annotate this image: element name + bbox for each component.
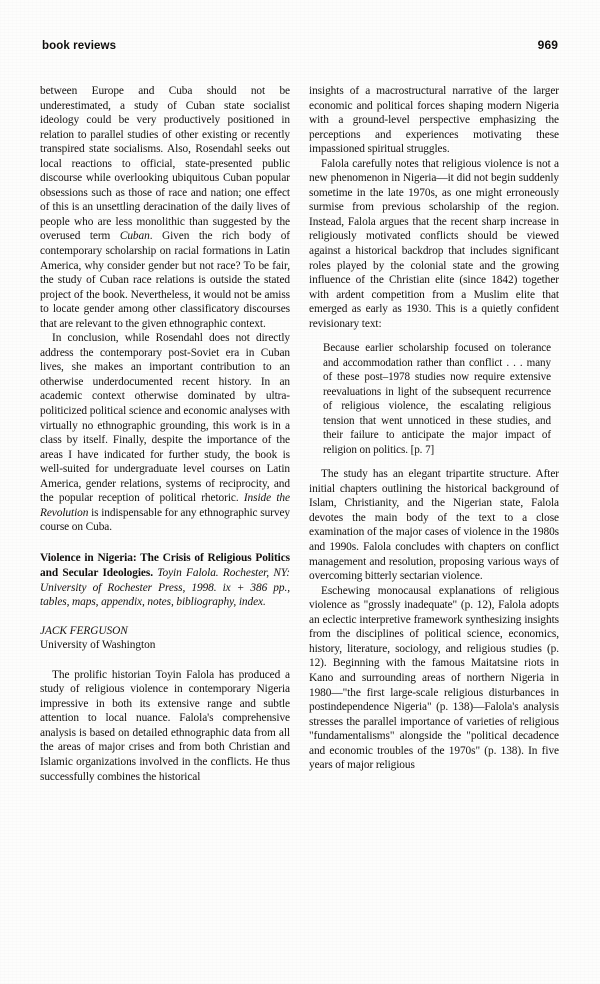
paragraph-conclusion [40,331,290,535]
text-run: is indispensable for any ethnographic survey course on Cuba. [40,506,290,534]
text-run: . Given the rich body of contemporary scholarship on racial formations in Latin America, why consider gender but not race? To be fair, the study of Cuban race relations is outside the stated project of the book. Nevertheless, it would not be amiss to locate gender among other classificatory discourses that are relevant to the given ethnographic context. [40,230,291,330]
paragraph-opening-falola: The prolific historian Toyin Falola has produced a study of religious violence in contemporary Nigeria impressive in both its extensive range and subtle attention to local nuance. Falola's comprehensive analysis is based on detailed ethnographic data from all the areas of major crises and from both Christian and Islamic organizations involved in the conflicts. He thus successfully combines the historical [40,668,290,783]
paragraph-continued-cuba [40,84,290,331]
block-quote-falola: Because earlier scholarship focused on tolerance and accommodation rather than conflict . . . many of these post–1978 studies now require extensive reevaluations in light of the subsequent recurrence of religious violence, the escalating religious tension that went unnoticed in these studies, and their failure to anticipate the major impact of religion on politics. [p. 7] [323,342,551,456]
reviewed-book-author: Toyin Falola. [157,567,219,579]
page-number: 969 [537,38,558,52]
italic-book-title-inside-the-revolution: Inside the Revolution [40,492,290,519]
paragraph-tripartite-structure: The study has an elegant tripartite structure. After initial chapters outlining the historical background of Islam, Christianity, and the Nigerian state, Falola devotes the main body of the text to a close examination of the major cases of violence in the 1980s and 1990s. Falola concludes with chapters on conflict management and resolution, proposing various ways of overcoming bitterly sectarian violence. [309,468,559,583]
paragraph-falola-notes: Falola carefully notes that religious violence is not a new phenomenon in Nigeria—it did not begin suddenly sometime in the late 1970s, as one might erroneously surmise from previous scholarship of the region. Instead, Falola argues that the recent sharp increase in religiously motivated conflicts should be viewed against a historical backdrop that includes significant roles played by the colonial state and the growing influence of the Christian elite (since 1842) together with ardent competition from a Muslim elite that emerged as early as 1930. This is a quietly confident revisionary text: [309,157,559,330]
reviewed-book-imprint: Rochester, NY: University of Rochester Press, 1998. ix + 386 pp., tables, maps, appendix, notes, bibliography, index. [40,567,291,609]
two-column-body [40,84,560,964]
reviewer-affiliation: University of Washington [40,639,156,652]
running-head [42,38,558,54]
reviewed-book-title: Violence in Nigeria: The Crisis of Religious Politics and Secular Ideologies. [40,552,290,579]
italic-term-cuban: Cuban [119,230,150,243]
left-column [40,84,290,964]
text-run: In conclusion, while Rosendahl does not directly address the contemporary post-Soviet era in Cuban lives, she makes an important contribution to an otherwise underdocumented recent history. In an academic context otherwise dominated by ultra-politicized political science and economic analyses with virtually no ethnographic grounding, this work is in a class by itself. Finally, despite the importance of the areas I have indicated for further study, the book is well-suited for undergraduate level courses on Latin America, gender relations, systems of reciprocity, and the popular reception of political rhetoric. [40,332,290,505]
text-run: between Europe and Cuba should not be underestimated, a study of Cuban state socialist ideology could be very productively positioned in relation to parallel studies of other existing or recently transpired state socialisms. Also, Rosendahl seeks out local reactions to official, state-presented public discourse while overlooking ubiquitous Cuban popular obsessions such as those of race and nation; one effect of this is an unsettling deracination of the daily lives of people who are less monolithic than suggested by the overused term [40,85,290,243]
review-heading-block [40,551,290,609]
right-column [309,84,559,964]
paragraph-eschewing-monocausal: Eschewing monocausal explanations of religious violence as "grossly inadequate" (p. 12), Falola adopts an eclectic interpretive framework synthesizing insights from the disciplines of political science, economics, history, literature, sociology, and religious studies (p. 12). Beginning with the famous Maitatsine riots in Kano and surrounding areas of northern Nigeria in 1980—"the first large-scale religious disturbances in postindependence Nigeria" (p. 138)—Falola's analysis stresses the parallel importance of varieties of religious "fundamentalisms" alongside the "political decadence and economic troubles of the 1970s" (p. 138). In five years of major religious [309,584,559,772]
running-title: book reviews [42,40,117,52]
reviewer-name: JACK FERGUSON [40,624,128,637]
paragraph-continued-insights: insights of a macrostructural narrative of the larger economic and political forces shaping modern Nigeria with a ground-level perspective emphasizing the perceptions and experiences motivating these impassioned spiritual struggles. [309,85,559,156]
reviewer-block [40,624,290,653]
